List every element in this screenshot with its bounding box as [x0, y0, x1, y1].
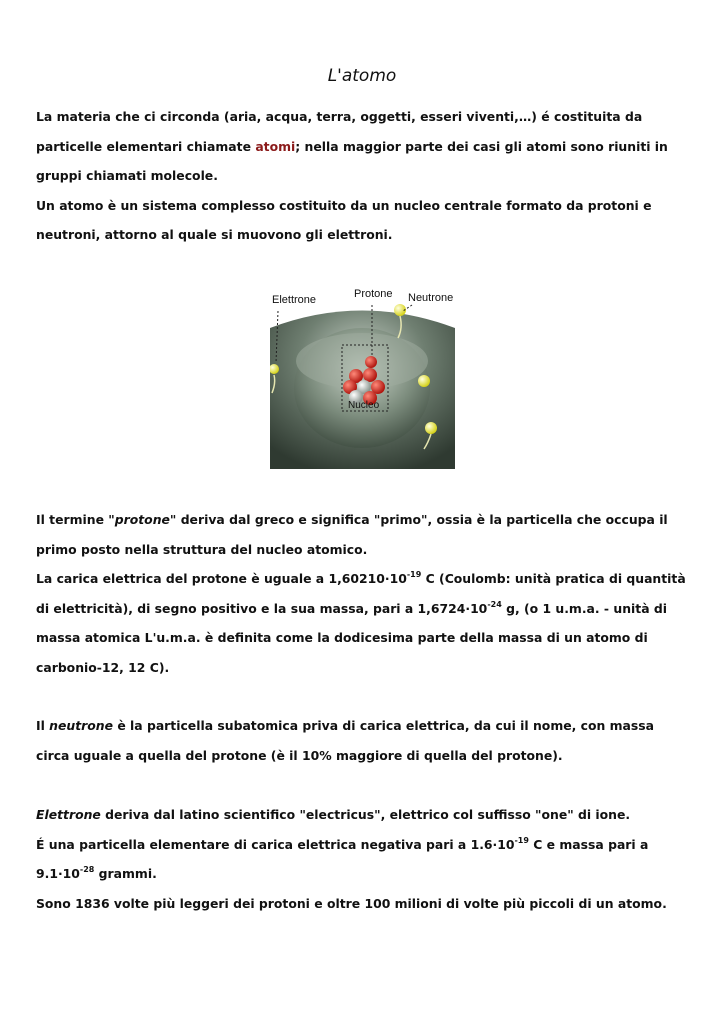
- proton-paragraph: [36, 505, 690, 682]
- proton-text-1: Il termine "protone" deriva dal greco e significa "primo", ossia è la particella che occupa il primo posto nella struttura del nucleo atomico.: [36, 512, 668, 557]
- electron-text-1: Elettrone deriva dal latino scientifico "electricus", elettrico col suffisso "one" di ione.: [36, 807, 631, 822]
- neutron-text: Il neutrone è la particella subatomica priva di carica elettrica, da cui il nome, con massa circa uguale a quella del protone (è il 10% maggiore di quella del protone).: [36, 718, 655, 763]
- label-nucleus: Nucleo: [348, 400, 380, 411]
- page-title: L'atomo: [327, 66, 397, 86]
- electron-paragraph: [36, 800, 690, 918]
- electron-term: Elettrone: [36, 807, 101, 822]
- label-electron: Elettrone: [272, 294, 317, 306]
- label-neutron: Neutrone: [408, 292, 454, 304]
- atom-illustration: [270, 283, 455, 469]
- electron-text-2: É una particella elementare di carica elettrica negativa pari a $1.6\cdot 10^{-19}$ C e massa pari a $9.1\cdot 10^{-28}$ grammi.: [36, 835, 649, 881]
- atom-diagram: [270, 283, 455, 469]
- intro-text-1: La materia che ci circonda (aria, acqua, terra, oggetti, esseri viventi,…) é costituita da particelle elementari chiamate atomi; nella maggior parte dei casi gli atomi sono riuniti in gruppi chiamati molecole.: [36, 109, 668, 183]
- label-proton: Protone: [354, 288, 393, 300]
- neutron-paragraph: [36, 711, 690, 770]
- atomi-highlight: atomi: [255, 138, 296, 154]
- intro-paragraph: [36, 102, 690, 250]
- neutron-term: neutrone: [49, 718, 113, 733]
- intro-text-2: Un atomo è un sistema complesso costituito da un nucleo centrale formato da protoni e neutroni, attorno al quale si muovono gli elettroni.: [36, 197, 652, 242]
- proton-term: protone: [114, 512, 170, 527]
- proton-text-2: La carica elettrica del protone è uguale a $1,60210\cdot 10^{-19}$ C (Coulomb: unità pratica di quantità di elettricità), di segno positivo e la sua massa, pari a $1,6724\cdot 10^{-24}$ g, (o 1 u.m.a. - unità di massa atomica L'u.m.a. è definita come la dodicesima parte della massa di un atomo di carbonio-12, 12 C).: [36, 570, 686, 675]
- electron-text-3: Sono 1836 volte più leggeri dei protoni e oltre 100 milioni di volte più piccoli di un atomo.: [36, 895, 667, 911]
